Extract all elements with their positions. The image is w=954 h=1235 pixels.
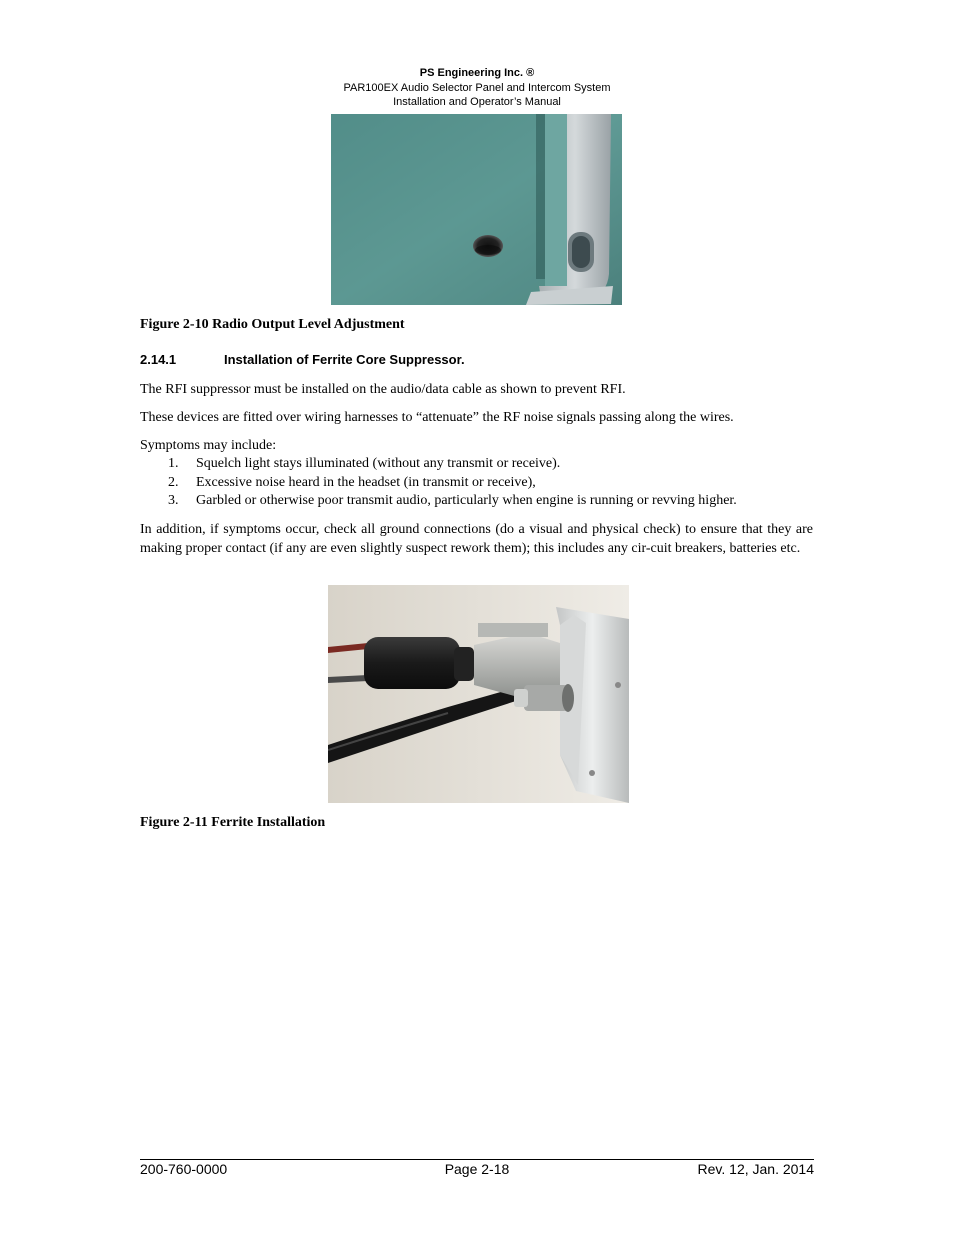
- list-item: [140, 492, 820, 511]
- list-number: 3.: [168, 493, 179, 508]
- header-manual-title: Installation and Operator’s Manual: [393, 96, 561, 108]
- figure-caption: Figure 2-10 Radio Output Level Adjustment: [140, 317, 405, 332]
- list-number: 1.: [168, 456, 179, 471]
- paragraph: Symptoms may include:: [140, 438, 277, 453]
- list-text: Excessive noise heard in the headset (in transmit or receive),: [196, 474, 536, 490]
- footer-revision: Rev. 12, Jan. 2014: [697, 1161, 814, 1177]
- ferrite-installation-photo: [328, 585, 629, 803]
- list-item: [140, 455, 820, 474]
- paragraph: In addition, if symptoms occur, check all ground connections (do a visual and physical check) to ensure that they are making proper contact (if any are even slightly suspect rework them); this includes any cir-cuit breakers, batteries etc.: [140, 522, 813, 556]
- footer-part-number: 200-760-0000: [140, 1161, 228, 1177]
- list-number: 2.: [168, 474, 179, 490]
- header-company: PS Engineering Inc. ®: [419, 67, 535, 79]
- paragraph: These devices are fitted over wiring harnesses to “attenuate” the RF noise signals passing along the wires.: [140, 410, 734, 425]
- list-text: Squelch light stays illuminated (without any transmit or receive).: [196, 456, 561, 471]
- footer-divider: [140, 1159, 814, 1160]
- list-item: [140, 474, 820, 493]
- section-number: 2.14.1: [140, 352, 177, 367]
- paragraph: The RFI suppressor must be installed on the audio/data cable as shown to prevent RFI.: [140, 382, 626, 397]
- header-product: PAR100EX Audio Selector Panel and Intercom System: [343, 82, 611, 94]
- radio-output-level-photo: [331, 114, 622, 305]
- symptoms-list: [140, 455, 820, 511]
- figure-caption: Figure 2-11 Ferrite Installation: [140, 815, 326, 830]
- section-heading: [140, 352, 465, 368]
- list-text: Garbled or otherwise poor transmit audio, particularly when engine is running or revving higher.: [196, 493, 737, 508]
- footer-page-number: Page 2-18: [444, 1161, 510, 1177]
- section-title: Installation of Ferrite Core Suppressor.: [224, 352, 465, 367]
